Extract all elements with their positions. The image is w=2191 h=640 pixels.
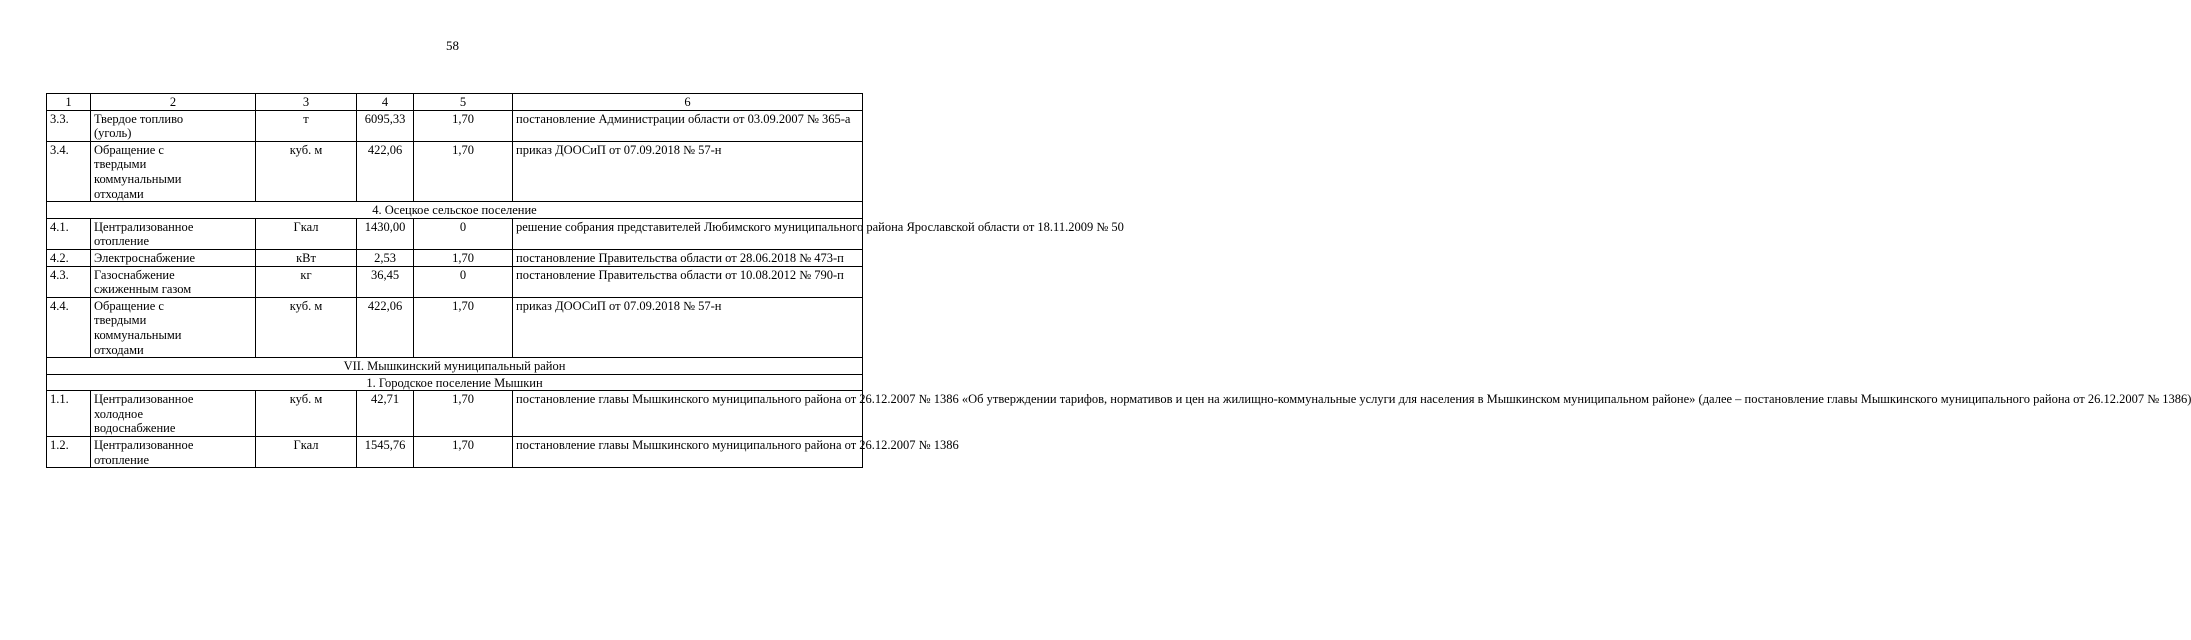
row-number [47, 437, 91, 468]
row-name-text: Газоснабжение сжиженным газом [94, 267, 192, 297]
row-value-text: 36,45 [370, 267, 400, 282]
row-coefficient [414, 110, 513, 141]
row-document [513, 141, 863, 201]
row-value [357, 391, 414, 437]
row-unit [256, 266, 357, 297]
row-unit-text: кг [300, 267, 312, 282]
row-coefficient [414, 141, 513, 201]
row-name [91, 141, 256, 201]
row-unit [256, 249, 357, 266]
row-value-text: 1430,00 [364, 219, 406, 234]
row-number-text: 4.4. [50, 298, 69, 313]
row-document-text: постановление Правительства области от 10.08.2012 № 790-п [516, 267, 844, 282]
row-unit-text: кВт [296, 250, 316, 265]
section-row [47, 202, 863, 219]
row-number-text: 1.1. [50, 392, 69, 407]
row-name [91, 266, 256, 297]
table-header-row [47, 94, 863, 111]
row-coefficient-text: 1,70 [452, 250, 474, 265]
row-document [513, 249, 863, 266]
row-number [47, 110, 91, 141]
section-title: 4. Осецкое сельское поселение [47, 202, 863, 219]
row-value [357, 249, 414, 266]
row-document-text: постановление главы Мышкинского муниципального района от 26.12.2007 № 1386 «Об утверждении тарифов, нормативов и цен на жилищно-коммунальные услуги для населения в Мышкинском муниципальном районе» (далее – постановление главы Мышкинского муниципального района от 26.12.2007 № 1386) [516, 392, 2191, 407]
row-document-text: постановление Правительства области от 28.06.2018 № 473-п [516, 250, 844, 265]
row-unit [256, 297, 357, 357]
row-document [513, 297, 863, 357]
row-document-text: приказ ДООСиП от 07.09.2018 № 57-н [516, 298, 722, 313]
tariff-table [46, 93, 2191, 468]
table-row [47, 218, 863, 249]
header-cell: 6 [513, 94, 863, 111]
row-document [513, 391, 2191, 437]
row-value-text: 1545,76 [364, 438, 406, 453]
row-value [357, 218, 414, 249]
row-name [91, 391, 256, 437]
row-name-text: Твердое топливо (уголь) [94, 111, 184, 141]
row-coefficient-text: 0 [459, 219, 467, 234]
row-document-text: приказ ДООСиП от 07.09.2018 № 57-н [516, 142, 722, 157]
row-name [91, 218, 256, 249]
row-document [513, 266, 863, 297]
row-value-text: 6095,33 [364, 111, 406, 126]
table-row [47, 437, 863, 468]
row-number-text: 4.1. [50, 219, 69, 234]
row-number-text: 4.3. [50, 267, 69, 282]
header-cell: 4 [357, 94, 414, 111]
row-coefficient [414, 249, 513, 266]
row-unit [256, 110, 357, 141]
row-value-text: 422,06 [367, 298, 403, 313]
row-value [357, 437, 414, 468]
row-name-text: Электроснабжение [94, 250, 195, 265]
row-value [357, 110, 414, 141]
row-unit-text: т [303, 111, 309, 126]
row-number [47, 266, 91, 297]
row-coefficient-text: 1,70 [452, 142, 474, 157]
row-number [47, 141, 91, 201]
row-number-text: 3.4. [50, 142, 69, 157]
section-row [47, 358, 863, 375]
row-coefficient [414, 297, 513, 357]
table-row [47, 297, 863, 357]
table-row [47, 266, 863, 297]
row-value [357, 141, 414, 201]
section-title: 1. Городское поселение Мышкин [47, 374, 863, 391]
section-title: VII. Мышкинский муниципальный район [47, 358, 863, 375]
header-cell: 2 [91, 94, 256, 111]
row-document [513, 218, 1124, 249]
row-number-text: 3.3. [50, 111, 69, 126]
row-document [513, 110, 863, 141]
row-name-text: Обращение с твердыми коммунальными отходами [94, 298, 182, 357]
row-unit [256, 218, 357, 249]
row-document-text: решение собрания представителей Любимского муниципального района Ярославской области от 18.11.2009 № 50 [516, 219, 1124, 234]
row-coefficient-text: 1,70 [452, 111, 474, 126]
header-cell: 1 [47, 94, 91, 111]
row-document-text: постановление Администрации области от 03.09.2007 № 365-а [516, 111, 851, 126]
row-value-text: 2,53 [374, 250, 396, 265]
row-name-text: Централизованное отопление [94, 219, 194, 249]
row-coefficient [414, 437, 513, 468]
row-name-text: Обращение с твердыми коммунальными отходами [94, 142, 182, 201]
row-coefficient-text: 1,70 [452, 392, 474, 407]
section-row [47, 374, 863, 391]
row-number-text: 1.2. [50, 438, 69, 453]
row-unit-text: Гкал [293, 438, 319, 453]
row-name [91, 249, 256, 266]
row-number [47, 249, 91, 266]
row-value-text: 42,71 [370, 392, 400, 407]
row-coefficient [414, 218, 513, 249]
header-cell: 3 [256, 94, 357, 111]
row-unit [256, 391, 357, 437]
row-unit-text: куб. м [289, 298, 323, 313]
row-value [357, 266, 414, 297]
row-value [357, 297, 414, 357]
row-number-text: 4.2. [50, 250, 69, 265]
row-name [91, 110, 256, 141]
table-row [47, 110, 863, 141]
row-name-text: Централизованное холодное водоснабжение [94, 392, 194, 436]
row-unit [256, 437, 357, 468]
page-number: 58 [446, 38, 459, 53]
row-number [47, 297, 91, 357]
row-unit-text: Гкал [293, 219, 319, 234]
row-coefficient-text: 1,70 [452, 438, 474, 453]
row-coefficient-text: 1,70 [452, 298, 474, 313]
table-row [47, 391, 863, 437]
row-coefficient [414, 391, 513, 437]
row-value-text: 422,06 [367, 142, 403, 157]
header-cell: 5 [414, 94, 513, 111]
table-row [47, 141, 863, 201]
row-name-text: Централизованное отопление [94, 438, 194, 467]
row-coefficient-text: 0 [459, 267, 467, 282]
row-name [91, 437, 256, 468]
row-unit-text: куб. м [289, 392, 323, 407]
row-document-text: постановление главы Мышкинского муниципального района от 26.12.2007 № 1386 [516, 438, 959, 453]
row-number [47, 391, 91, 437]
row-name [91, 297, 256, 357]
row-document [513, 437, 959, 468]
row-number [47, 218, 91, 249]
row-coefficient [414, 266, 513, 297]
table-row [47, 249, 863, 266]
row-unit [256, 141, 357, 201]
row-unit-text: куб. м [289, 142, 323, 157]
